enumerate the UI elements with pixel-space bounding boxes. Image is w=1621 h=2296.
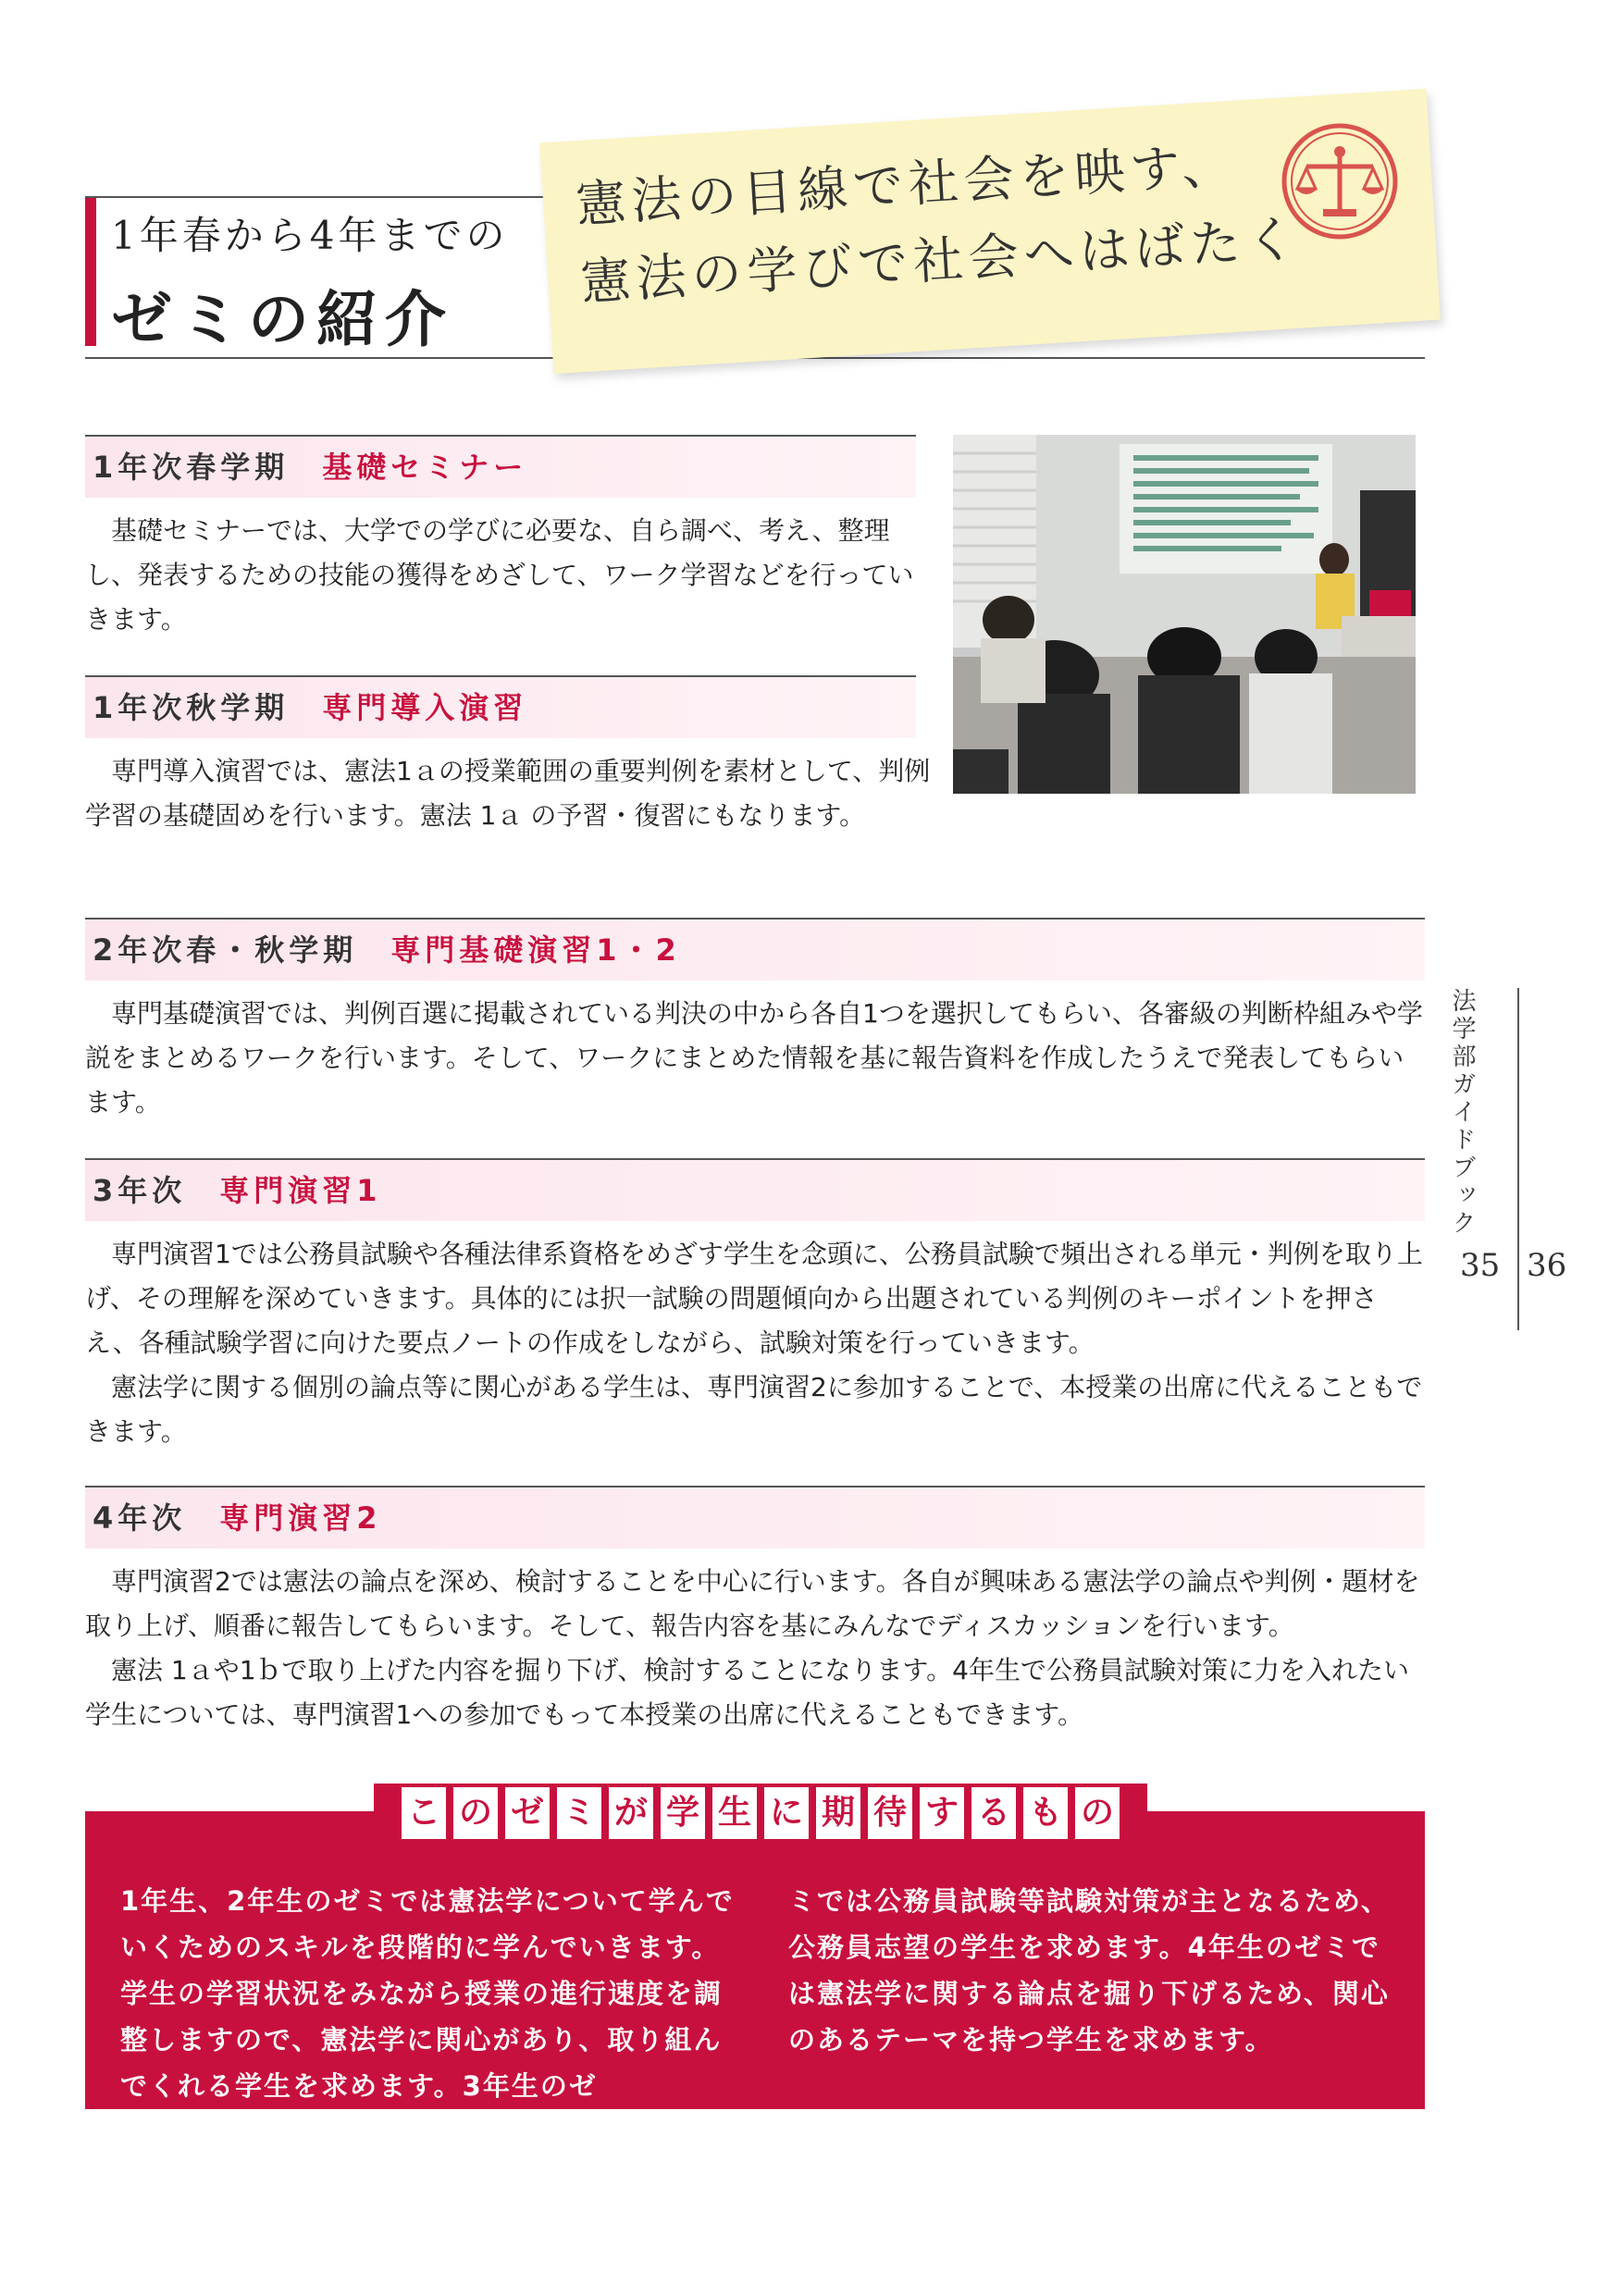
- expectation-title-char: に: [764, 1787, 809, 1839]
- expectation-title-char: の: [453, 1787, 498, 1839]
- section-course-1: 基礎セミナー: [322, 450, 528, 485]
- tagline-line-1: 憲法の目線で社会を映す、: [574, 135, 1239, 234]
- section-text-4-para-1: 専門演習1では公務員試験や各種法律系資格をめざす学生を念頭に、公務員試験で頻出される単元・判例を取り上げ、その理解を深めていきます。具体的には択一試験の問題傾向から出題されている判例のキーポイントを押さえ、各種試験学習に向けた要点ノートの作成をしながら、試験対策を行っていきます。: [85, 1239, 1423, 1358]
- section-text-5-para-1: 専門演習2では憲法の論点を深め、検討することを中心に行います。各自が興味ある憲法学の論点や判例・題材を取り上げ、順番に報告してもらいます。そして、報告内容を基にみんなでディスカッションを行います。: [85, 1566, 1420, 1641]
- expectation-title-char: の: [1075, 1787, 1120, 1839]
- section-label-2: 1年次秋学期: [93, 690, 290, 725]
- expectation-title-char: す: [920, 1787, 964, 1839]
- section-course-3: 専門基礎演習1・2: [390, 932, 681, 968]
- section-course-2: 専門導入演習: [322, 690, 528, 725]
- guidebook-label: 法学部ガイドブック: [1448, 988, 1476, 1238]
- page-number-right: 36: [1527, 1247, 1567, 1284]
- section-header-3: [85, 918, 1425, 981]
- section-text-3: 専門基礎演習では、判例百選に掲載されている判決の中から各自1つを選択してもらい、各審級の判断枠組みや学説をまとめるワークを行います。そして、ワークにまとめた情報を基に報告資料を作成したうえで発表してもらいます。: [85, 998, 1423, 1117]
- section-text-4-para-2: 憲法学に関する個別の論点等に関心がある学生は、専門演習2に参加することで、本授業の出席に代えることもできます。: [85, 1372, 1423, 1447]
- section-label-5: 4年次: [93, 1500, 187, 1536]
- expectation-title-char: る: [971, 1787, 1016, 1839]
- expectation-column-1: 1年生、2年生のゼミでは憲法学について学んでいくためのスキルを段階的に学んでいきます。学生の学習状況をみながら授業の進行速度を調整しますので、憲法学に関心があり、取り組んでくれる学生を求めます。3年生のゼ: [120, 1885, 735, 2102]
- expectation-title-char: が: [609, 1787, 653, 1839]
- page-subtitle: 1年春から4年までの: [111, 213, 509, 258]
- section-header-1: [85, 435, 916, 498]
- header-top-rule: [85, 196, 566, 198]
- expectation-title-char: ミ: [557, 1787, 601, 1839]
- section-label-1: 1年次春学期: [93, 450, 290, 485]
- section-text-5-para-2: 憲法 1ａや1ｂで取り上げた内容を掘り下げ、検討することになります。4年生で公務員試験対策に力を入れたい学生については、専門演習1への参加でもって本授業の出席に代えることもできます。: [85, 1655, 1409, 1730]
- expectation-title-char: 学: [661, 1787, 705, 1839]
- section-course-5: 専門演習2: [219, 1500, 382, 1536]
- section-text-1: 基礎セミナーでは、大学での学びに必要な、自ら調べ、考え、整理し、発表するための技能の獲得をめざして、ワーク学習などを行っていきます。: [85, 515, 914, 635]
- section-course-4: 専門演習1: [219, 1173, 382, 1208]
- side-rule: [1517, 988, 1519, 1330]
- section-text-5: [85, 1560, 1429, 1737]
- expectation-title-char: こ: [402, 1787, 446, 1839]
- expectation-title-char: 生: [712, 1787, 757, 1839]
- tagline-line-2: 憲法の学びで社会へはばたく: [578, 209, 1304, 312]
- expectation-title: [374, 1787, 1147, 1845]
- scales-of-justice-icon: [1279, 120, 1401, 242]
- title-accent-bar: [85, 198, 96, 346]
- section-text-4: [85, 1232, 1429, 1454]
- section-header-4: [85, 1158, 1425, 1221]
- expectation-column-2: ミでは公務員試験等試験対策が主となるため、公務員志望の学生を求めます。4年生のゼミでは憲法学に関する論点を掘り下げるため、関心のあるテーマを持つ学生を求めます。: [788, 1885, 1390, 2055]
- expectation-title-char: 期: [816, 1787, 860, 1839]
- page-number-left: 35: [1460, 1247, 1501, 1284]
- expectation-title-char: ゼ: [505, 1787, 550, 1839]
- section-text-2: 専門導入演習では、憲法1ａの授業範囲の重要判例を素材として、判例学習の基礎固めを行います。憲法 1ａ の予習・復習にもなります。: [85, 756, 931, 831]
- page-title: ゼミの紹介: [111, 283, 453, 355]
- expectation-title-char: 待: [868, 1787, 912, 1839]
- section-header-2: [85, 675, 916, 738]
- section-header-5: [85, 1486, 1425, 1549]
- section-label-4: 3年次: [93, 1173, 187, 1208]
- section-label-3: 2年次春・秋学期: [93, 932, 358, 968]
- expectation-title-char: も: [1023, 1787, 1068, 1839]
- classroom-photo: [953, 435, 1416, 794]
